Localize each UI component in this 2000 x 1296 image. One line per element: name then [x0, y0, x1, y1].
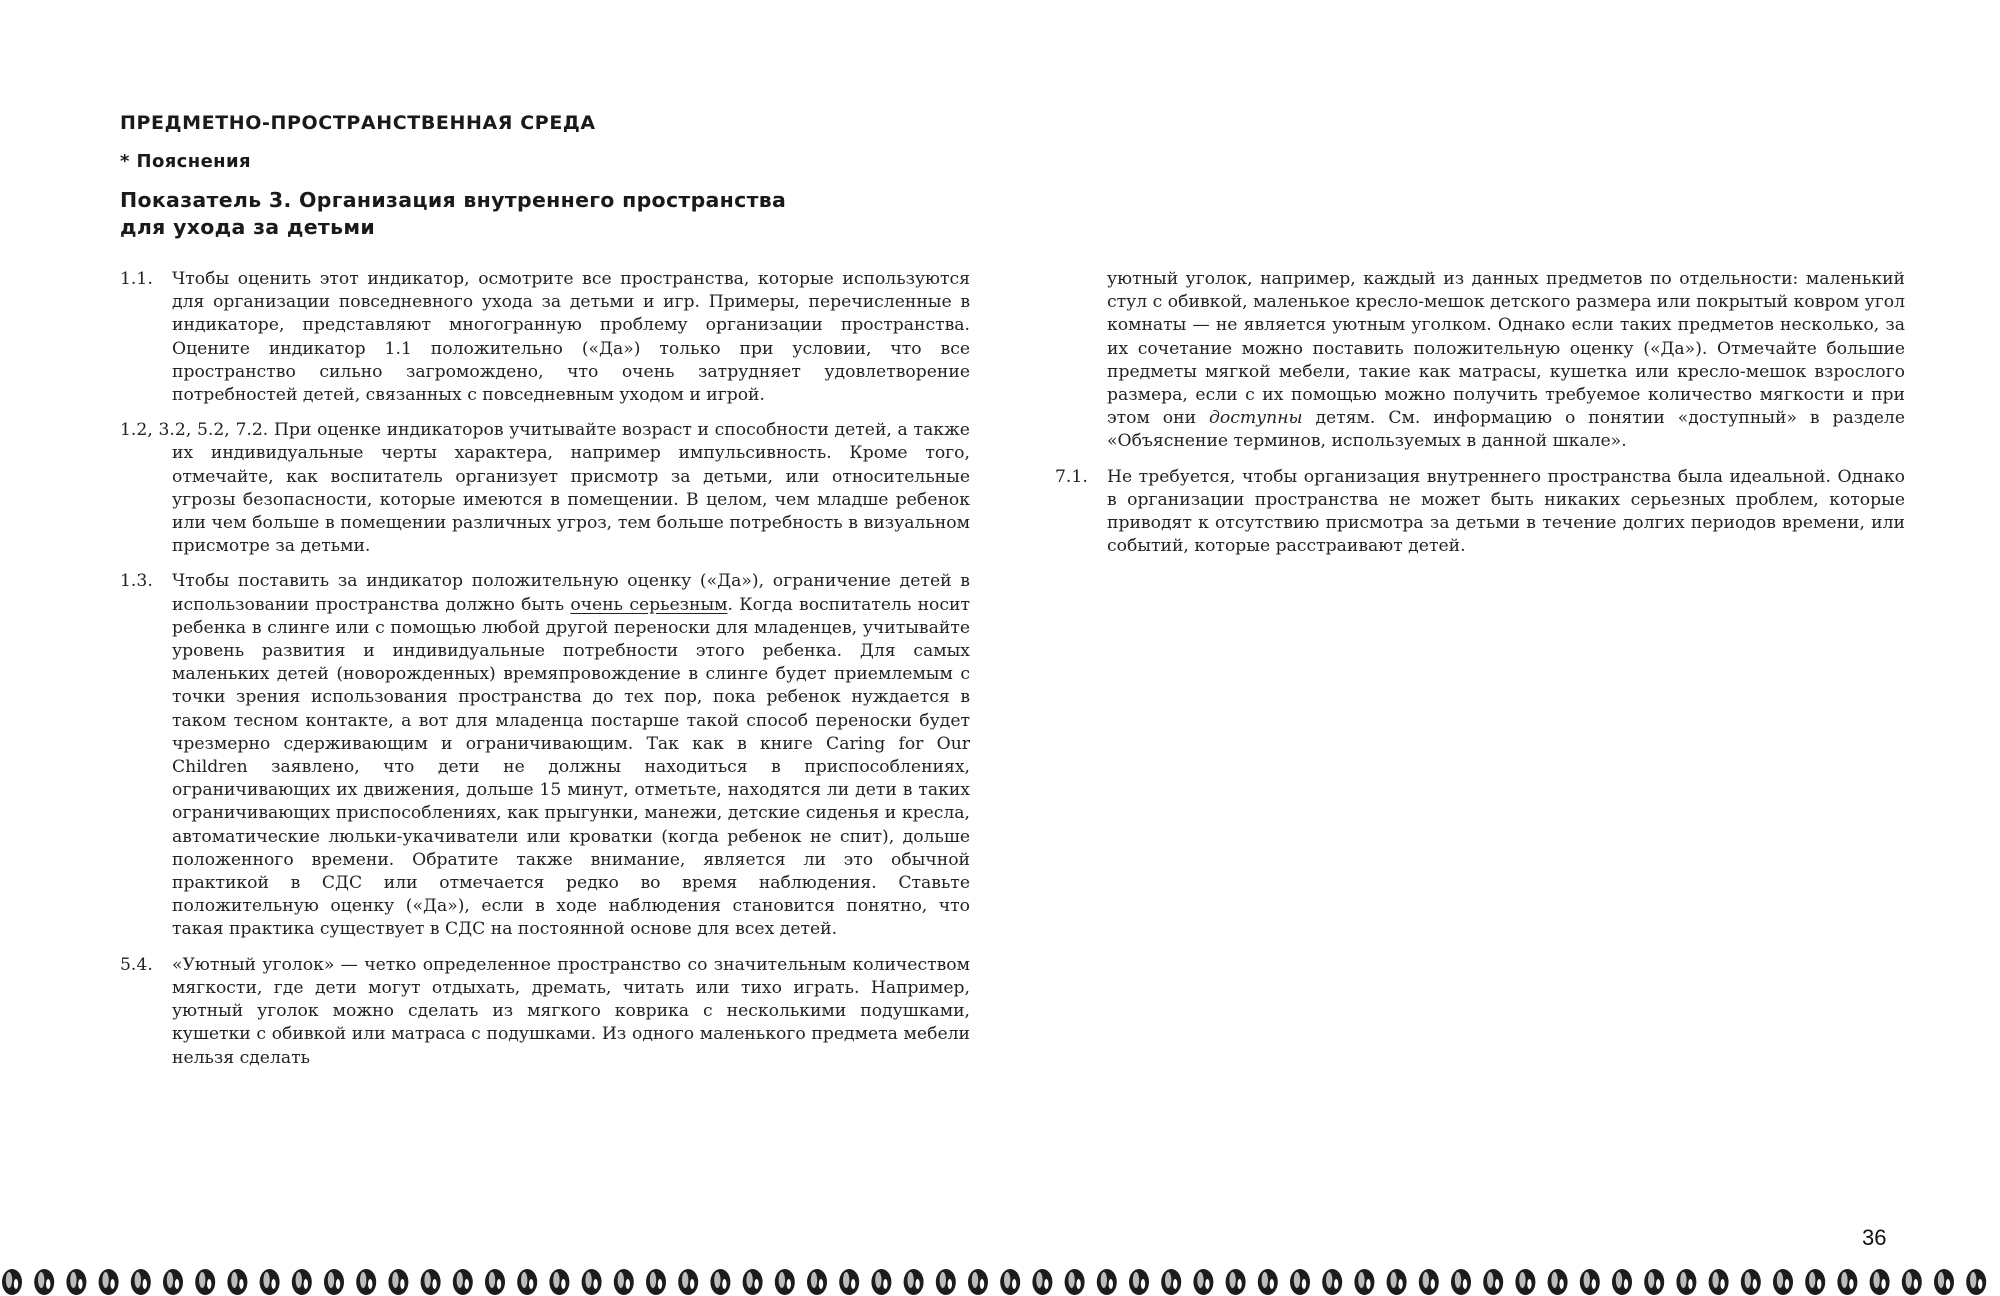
spiral-ring: [1870, 1269, 1890, 1295]
spiral-ring: [1548, 1269, 1568, 1295]
spiral-ring: [292, 1269, 312, 1295]
spiral-ring: [1161, 1269, 1181, 1295]
spiral-ring: [1000, 1269, 1020, 1295]
note-number: 5.4.: [120, 954, 153, 975]
spiral-ring: [1515, 1269, 1535, 1295]
spiral-ring: [1580, 1269, 1600, 1295]
spiral-ring: [1934, 1269, 1954, 1295]
spiral-ring: [227, 1269, 247, 1295]
page-number: 36: [1862, 1225, 1887, 1250]
spiral-ring: [1483, 1269, 1503, 1295]
spiral-ring: [1354, 1269, 1374, 1295]
spiral-ring: [646, 1269, 666, 1295]
note-text: При оценке индикаторов учитывайте возраст и способности детей, а также их индивидуальные черты характера, например импульсивность. Кроме того, отмечайте, как воспитатель организует присмотр за детьми, или относительные угрозы безопасности, которые имеются в помещении. В целом, чем младше ребенок или чем больше в помещении различных угроз, тем больше потребность в визуальном присмотре за детьми.: [172, 420, 970, 557]
spiral-ring: [743, 1269, 763, 1295]
spiral-ring: [710, 1269, 730, 1295]
spiral-ring: [904, 1269, 924, 1295]
note-paragraph-1-1: [120, 268, 970, 407]
spiral-binding-icon: [0, 1262, 2000, 1296]
spiral-ring: [1129, 1269, 1149, 1295]
spiral-ring: [388, 1269, 408, 1295]
spiral-ring: [1322, 1269, 1342, 1295]
spiral-ring: [1676, 1269, 1696, 1295]
note-paragraph-5-4: [120, 954, 970, 1070]
spiral-ring: [1805, 1269, 1825, 1295]
spiral-ring: [517, 1269, 537, 1295]
spiral-ring: [968, 1269, 988, 1295]
indicator-title: [120, 187, 880, 241]
note-paragraph-5-4-continued: [1055, 268, 1905, 454]
spiral-ring: [1419, 1269, 1439, 1295]
note-number: 1.3.: [120, 571, 153, 592]
left-column: [120, 268, 970, 1082]
spiral-ring: [1773, 1269, 1793, 1295]
spiral-ring: [1644, 1269, 1664, 1295]
spiral-ring: [1902, 1269, 1922, 1295]
section-title: ПРЕДМЕТНО-ПРОСТРАНСТВЕННАЯ СРЕДА: [120, 112, 596, 134]
spiral-ring: [1065, 1269, 1085, 1295]
spiral-ring: [1741, 1269, 1761, 1295]
explanations-subtitle: * Пояснения: [120, 151, 251, 172]
spiral-ring: [1612, 1269, 1632, 1295]
spiral-ring: [582, 1269, 602, 1295]
italic-emphasis: доступны: [1208, 408, 1303, 429]
spiral-ring: [678, 1269, 698, 1295]
spiral-ring: [775, 1269, 795, 1295]
note-paragraph-1-2: [120, 419, 970, 558]
spiral-ring: [453, 1269, 473, 1295]
spiral-ring: [614, 1269, 634, 1295]
note-text-before: уютный уголок, например, каждый из данных предметов по отдельности: маленький стул с обивкой, маленькое кресло-мешок детского размера или покрытый ковром угол комнаты — не является уютным уголком. Однако если таких предметов несколько, за их сочетание можно поставить положительную оценку («Да»). Отмечайте большие предметы мягкой мебели, такие как матрасы, кушетка или кресло-мешок взрослого размера, если с их помощью можно получить требуемое количество мягкости и при этом они: [1107, 269, 1905, 429]
spiral-ring: [2, 1269, 22, 1295]
spiral-ring: [1226, 1269, 1246, 1295]
spiral-ring: [163, 1269, 183, 1295]
note-number: 1.2, 3.2, 5.2, 7.2.: [120, 420, 269, 441]
note-text: Не требуется, чтобы организация внутреннего пространства была идеальной. Однако в организации пространства не может быть никаких серьезных проблем, которые приводят к отсутствию присмотра за детьми в течение долгих периодов времени, или событий, которые расстраивают детей.: [1107, 466, 1905, 557]
spiral-ring: [1451, 1269, 1471, 1295]
note-text: Чтобы оценить этот индикатор, осмотрите все пространства, которые используются для организации повседневного ухода за детьми и игр. Примеры, перечисленные в индикаторе, представляют многогранную проблему организации пространства. Оцените индикатор 1.1 положительно («Да») только при условии, что все пространство сильно загромождено, что очень затрудняет удовлетворение потребностей детей, связанных с повседневным уходом и игрой.: [172, 269, 970, 406]
right-column: [1055, 268, 1905, 570]
spiral-ring: [99, 1269, 119, 1295]
spiral-ring: [356, 1269, 376, 1295]
note-text-after: . Когда воспитатель носит ребенка в слинге или с помощью любой другой переноски для младенцев, учитывайте уровень развития и индивидуальные потребности этого ребенка. Для самых маленьких детей (новорожденных) времяпровождение в слинге будет приемлемым с точки зрения использования пространства до тех пор, пока ребенок нуждается в таком тесном контакте, а вот для младенца постарше такой способ переноски будет чрезмерно сдерживающим и ограничивающим. Так как в книге Caring for Our Children заявлено, что дети не должны находиться в приспособлениях, ограничивающих их движения, дольше 15 минут, отметьте, находятся ли дети в таких ограничивающих приспособлениях, как прыгунки, манежи, детские сиденья и кресла, автоматические люльки-укачиватели или кроватки (когда ребенок не спит), дольше положенного времени. Обратите также внимание, является ли это обычной практикой в СДС или отмечается редко во время наблюдения. Ставьте положительную оценку («Да»), если в ходе наблюдения становится понятно, что такая практика существует в СДС на постоянной основе для всех детей.: [172, 594, 970, 940]
spiral-ring: [260, 1269, 280, 1295]
note-paragraph-7-1: [1055, 466, 1905, 559]
note-number: 7.1.: [1055, 466, 1088, 487]
note-paragraph-1-3: [120, 570, 970, 941]
spiral-ring: [807, 1269, 827, 1295]
spiral-ring: [421, 1269, 441, 1295]
note-text-before: Чтобы поставить за индикатор положительную оценку («Да»), ограничение детей в использовании пространства должно быть: [172, 571, 970, 615]
spiral-ring: [1097, 1269, 1117, 1295]
spiral-ring: [485, 1269, 505, 1295]
spiral-ring: [549, 1269, 569, 1295]
spiral-ring: [66, 1269, 86, 1295]
spiral-ring: [871, 1269, 891, 1295]
indicator-title-line2: для ухода за детьми: [120, 215, 376, 239]
spiral-ring: [324, 1269, 344, 1295]
note-number: 1.1.: [120, 269, 153, 289]
spiral-ring: [131, 1269, 151, 1295]
spiral-ring: [1290, 1269, 1310, 1295]
spiral-ring: [1193, 1269, 1213, 1295]
spiral-ring: [1258, 1269, 1278, 1295]
spiral-ring: [34, 1269, 54, 1295]
spiral-ring: [195, 1269, 215, 1295]
note-text-after: детям. См. информацию о понятии «доступный» в разделе «Объяснение терминов, используемых в данной шкале».: [1107, 408, 1905, 452]
spiral-ring: [1387, 1269, 1407, 1295]
spiral-ring: [1837, 1269, 1857, 1295]
spiral-ring: [839, 1269, 859, 1295]
spiral-ring: [1032, 1269, 1052, 1295]
spiral-ring: [1966, 1269, 1986, 1295]
spiral-ring: [1709, 1269, 1729, 1295]
spiral-ring: [936, 1269, 956, 1295]
note-text: «Уютный уголок» — четко определенное пространство со значительным количеством мягкости, где дети могут отдыхать, дремать, читать или тихо играть. Например, уютный уголок можно сделать из мягкого коврика с несколькими подушками, кушетки с обивкой или матраса с подушками. Из одного маленького предмета мебели нельзя сделать: [172, 954, 970, 1068]
indicator-title-line1: Показатель 3. Организация внутреннего пространства: [120, 188, 787, 212]
underlined-emphasis: очень серьезным: [570, 594, 728, 615]
